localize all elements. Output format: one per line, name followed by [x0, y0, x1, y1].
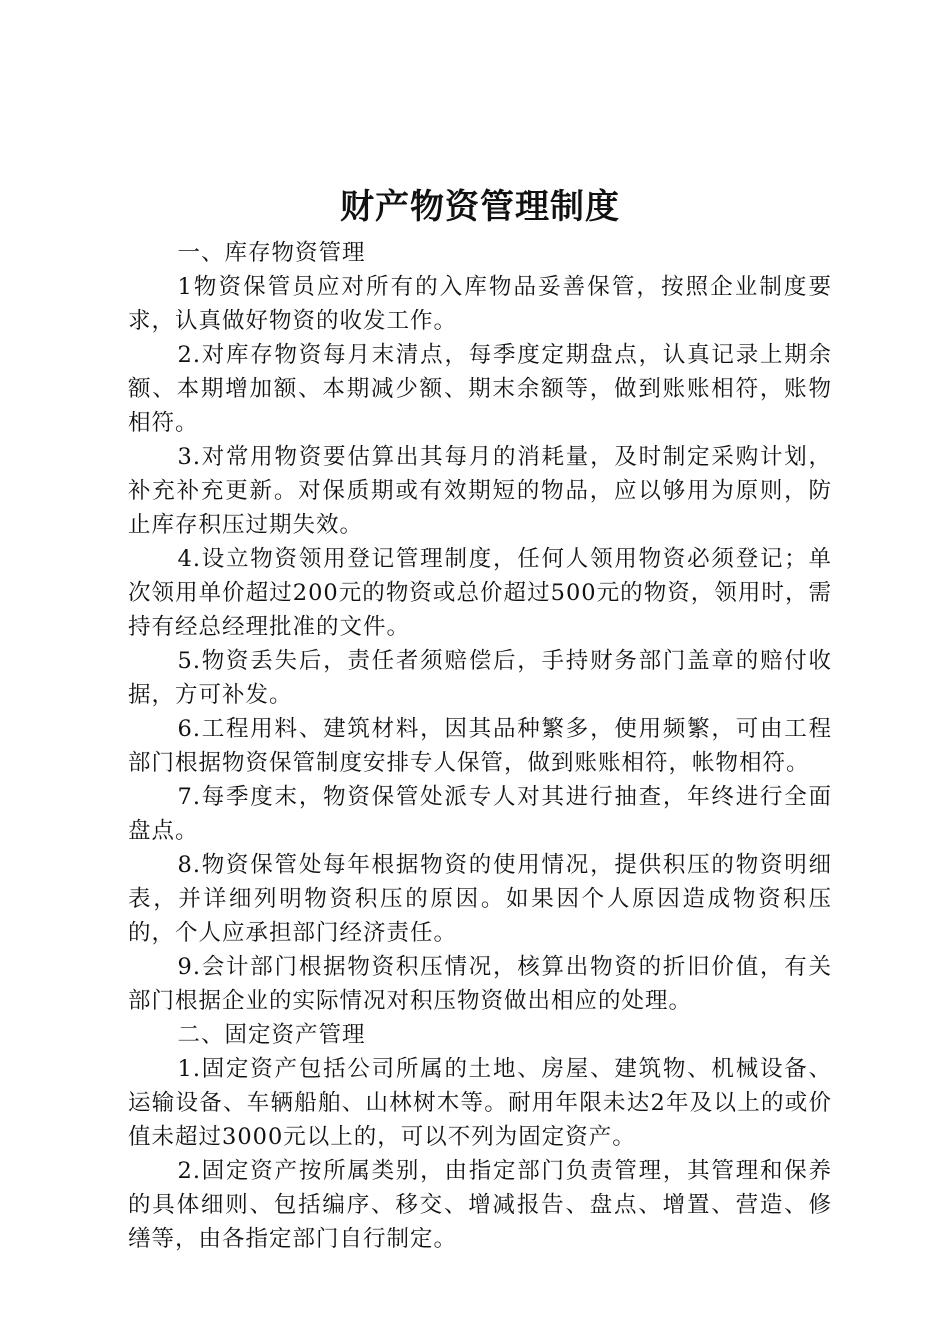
paragraph-7: 7.每季度末，物资保管处派专人对其进行抽查，年终进行全面盘点。 — [128, 784, 832, 844]
paragraph-2: 2.对库存物资每月末清点，每季度定期盘点，认真记录上期余额、本期增加额、本期减少额、期末余额等，做到账账相符，账物相符。 — [128, 342, 832, 436]
paragraph-1: 1物资保管员应对所有的入库物品妥善保管，按照企业制度要求，认真做好物资的收发工作。 — [128, 274, 832, 334]
paragraph-fixed-2: 2.固定资产按所属类别，由指定部门负责管理，其管理和保养的具体细则、包括编序、移交、增减报告、盘点、增置、营造、修缮等，由各指定部门自行制定。 — [128, 1158, 832, 1252]
paragraph-4: 4.设立物资领用登记管理制度，任何人领用物资必须登记；单次领用单价超过200元的物资或总价超过500元的物资，领用时，需持有经总经理批准的文件。 — [128, 546, 832, 640]
paragraph-8: 8.物资保管处每年根据物资的使用情况，提供积压的物资明细表，并详细列明物资积压的原因。如果因个人原因造成物资积压的，个人应承担部门经济责任。 — [128, 852, 832, 946]
paragraph-9: 9.会计部门根据物资积压情况，核算出物资的折旧价值，有关部门根据企业的实际情况对积压物资做出相应的处理。 — [128, 954, 832, 1014]
paragraph-5: 5.物资丢失后，责任者须赔偿后，手持财务部门盖章的赔付收据，方可补发。 — [128, 648, 832, 708]
paragraph-3: 3.对常用物资要估算出其每月的消耗量，及时制定采购计划，补充补充更新。对保质期或有效期短的物品，应以够用为原则，防止库存积压过期失效。 — [128, 444, 832, 538]
paragraph-6: 6.工程用料、建筑材料，因其品种繁多，使用频繁，可由工程部门根据物资保管制度安排专人保管，做到账账相符，帐物相符。 — [128, 716, 832, 776]
document-page — [128, 184, 832, 1256]
section-heading-inventory: 一、库存物资管理 — [177, 240, 366, 266]
document-title: 财产物资管理制度 — [340, 187, 620, 227]
section-heading-fixed-assets: 二、固定资产管理 — [177, 1022, 366, 1048]
paragraph-fixed-1: 1.固定资产包括公司所属的土地、房屋、建筑物、机械设备、运输设备、车辆船舶、山林树木等。耐用年限未达2年及以上的或价值未超过3000元以上的，可以不列为固定资产。 — [128, 1056, 832, 1150]
